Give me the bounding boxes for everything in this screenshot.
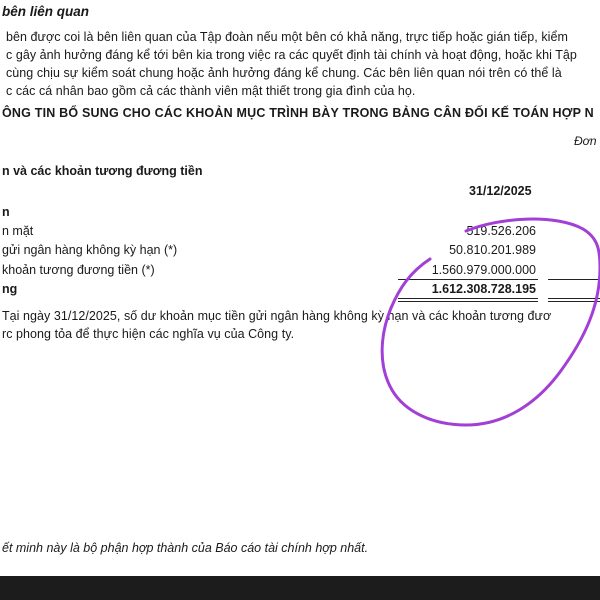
row-value-demand-deposits: 50.810.201.989 bbox=[449, 243, 536, 257]
row-value-cash-equivalents: 1.560.979.000.000 bbox=[431, 263, 536, 277]
row-value-cash-on-hand: 519.526.206 bbox=[466, 224, 536, 238]
related-parties-line-4: c các cá nhân bao gồm cả các thành viên mật thiết trong gia đình của họ. bbox=[6, 84, 416, 98]
row-label-demand-deposits: gửi ngân hàng không kỳ hạn (*) bbox=[2, 243, 178, 257]
footer-note: ết minh này là bộ phận hợp thành của Báo cáo tài chính hợp nhất. bbox=[2, 541, 369, 555]
row-label-total: ng bbox=[2, 282, 18, 296]
row-label-cash-equivalents: khoản tương đương tiền (*) bbox=[2, 263, 155, 277]
section-title: ÔNG TIN BỔ SUNG CHO CÁC KHOẢN MỤC TRÌNH BÀY TRONG BẢNG CÂN ĐỐI KẾ TOÁN HỢP N bbox=[2, 106, 594, 120]
row-label-cash-on-hand: n mặt bbox=[2, 224, 34, 238]
cash-note-line-1: Tại ngày 31/12/2025, số dư khoản mục tiền gửi ngân hàng không kỳ hạn và các khoản tương đươ bbox=[2, 309, 552, 323]
bottom-dark-strip bbox=[0, 576, 600, 600]
date-column-header: 31/12/2025 bbox=[469, 184, 532, 198]
related-parties-line-3: cùng chịu sự kiểm soát chung hoặc ảnh hưởng đáng kể chung. Các bên liên quan nói trên có thể là bbox=[6, 66, 562, 80]
row-value-total: 1.612.308.728.195 bbox=[431, 282, 536, 296]
cash-note-subheading: n và các khoản tương đương tiền bbox=[2, 164, 203, 178]
related-parties-line-2: c gây ảnh hưởng đáng kể tới bên kia trong việc ra các quyết định tài chính và hoạt động, hoặc khi Tập bbox=[6, 48, 577, 62]
cash-note-line-2: rc phong tỏa để thực hiện các nghĩa vụ của Công ty. bbox=[2, 327, 295, 341]
cash-group-label: n bbox=[2, 205, 10, 219]
related-parties-heading: bên liên quan bbox=[2, 4, 90, 19]
related-parties-line-1: bên được coi là bên liên quan của Tập đoàn nếu một bên có khả năng, trực tiếp hoặc gián tiếp, kiểm bbox=[6, 30, 568, 44]
currency-unit-label: Đơn bbox=[574, 134, 597, 148]
